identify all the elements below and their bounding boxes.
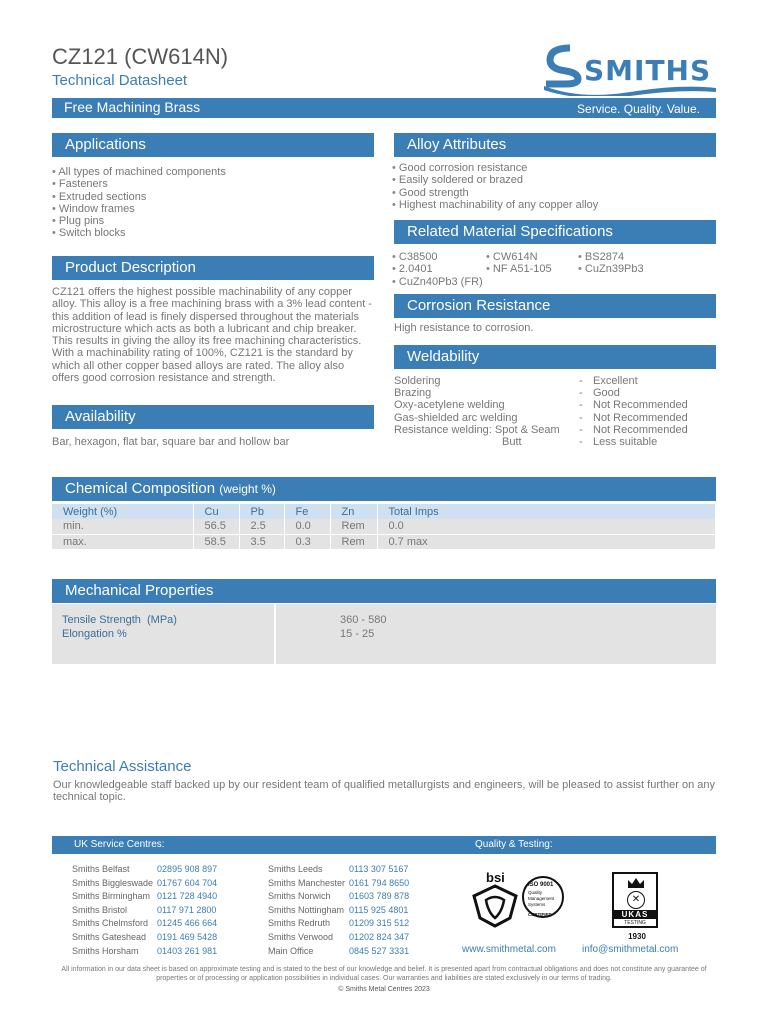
- mech-value: 15 - 25: [340, 628, 375, 640]
- weld-process: Gas-shielded arc welding: [394, 411, 518, 424]
- centre-name: Smiths Verwood: [268, 931, 334, 942]
- copyright: © Smiths Metal Centres 2023: [338, 986, 430, 993]
- weld-dash: -: [579, 411, 583, 424]
- table-cell: 56.5: [193, 519, 239, 534]
- smiths-logo-text: SMITHS: [584, 54, 712, 87]
- page-title: CZ121 (CW614N): [52, 44, 229, 69]
- table-row: [72, 917, 221, 931]
- website-link[interactable]: www.smithmetal.com: [462, 944, 556, 955]
- corrosion-heading: Corrosion Resistance: [394, 294, 716, 318]
- bsi-mark: [472, 870, 518, 928]
- weld-process: Brazing: [394, 387, 432, 400]
- table-row: [268, 904, 413, 918]
- weld-dash: -: [579, 375, 583, 387]
- table-cell: Rem: [330, 519, 377, 534]
- mech-label: Tensile Strength (MPa): [62, 614, 177, 626]
- centre-name: Smiths Belfast: [72, 864, 130, 874]
- table-row: [394, 399, 716, 411]
- table-row: [268, 863, 413, 877]
- weld-rating: Not Recommended: [593, 399, 688, 412]
- centre-phone[interactable]: 0113 307 5167: [349, 864, 409, 874]
- weld-rating: Good: [593, 387, 620, 400]
- weld-process: Soldering: [394, 375, 441, 387]
- table-row: [52, 519, 716, 534]
- product-description-heading: Product Description: [52, 256, 374, 280]
- weld-rating: Less suitable: [593, 436, 658, 449]
- table-row: [394, 412, 716, 424]
- table-cell: 58.5: [193, 534, 239, 549]
- header-band: [52, 98, 716, 118]
- availability-heading: Availability: [52, 405, 374, 429]
- related-specs-heading: Related Material Specifications: [394, 220, 716, 244]
- technical-assistance-heading: Technical Assistance: [53, 758, 192, 775]
- chemical-heading-suffix: (weight %): [219, 482, 276, 496]
- list-item: • CW614N: [486, 251, 552, 263]
- alloy-attributes-list: [392, 162, 598, 211]
- kitemark-icon: [472, 884, 518, 928]
- centre-phone[interactable]: 01603 789 878: [349, 891, 410, 902]
- availability-text: Bar, hexagon, flat bar, square bar and hollow bar: [52, 436, 290, 448]
- product-description-text: CZ121 offers the highest possible machinability of any copper alloy. This alloy is a free machining brass with a 3% lead content - this addition of lead is finely dispersed throughout the materials microstructure which acts as both a lubricant and chip breaker. This results in giving the alloy its free machining characteristics. With a machinability rating of 100%, CZ121 is the standard by which all other copper based alloys are rated. The alloy also offers good corrosion resistance and strength.: [52, 286, 372, 385]
- col-header: Weight (%): [52, 504, 193, 519]
- header-band-left: Free Machining Brass: [64, 99, 201, 115]
- list-item: • Extruded sections: [52, 191, 226, 203]
- table-cell: 2.5: [239, 519, 284, 534]
- list-item: • Highest machinability of any copper alloy: [392, 199, 598, 211]
- applications-list: [52, 166, 226, 240]
- centre-name: Smiths Leeds: [268, 864, 323, 874]
- list-item: • CuZn40Pb3 (FR): [392, 276, 483, 288]
- table-row: [268, 917, 413, 931]
- ukas-text: UKAS: [614, 910, 656, 919]
- list-item: • BS2874: [578, 251, 644, 263]
- smiths-logo: [540, 42, 718, 96]
- centre-phone[interactable]: 01245 466 664: [157, 918, 218, 929]
- table-cell: 0.0: [377, 519, 716, 534]
- list-item: • Fasteners: [52, 178, 226, 190]
- list-item: • Switch blocks: [52, 227, 226, 239]
- chemical-heading: [52, 477, 716, 501]
- table-row: [268, 877, 413, 891]
- table-row: [72, 890, 221, 904]
- centre-phone[interactable]: 0121 728 4940: [157, 891, 218, 902]
- list-item: • CuZn39Pb3: [578, 263, 644, 275]
- table-row: [268, 945, 413, 959]
- bsi-iso-badge: [470, 870, 592, 930]
- centre-name: Smiths Horsham: [72, 945, 139, 956]
- centre-phone[interactable]: 02895 908 897: [157, 864, 218, 874]
- table-row: [72, 904, 221, 918]
- table-header-row: [52, 504, 716, 519]
- quality-testing-label: Quality & Testing:: [475, 839, 553, 850]
- table-cell: 3.5: [239, 534, 284, 549]
- table-row: [72, 931, 221, 945]
- service-centres-left: [72, 863, 221, 958]
- ukas-box: [612, 872, 658, 928]
- iso-line: Management: [528, 896, 555, 901]
- col-header: Cu: [193, 504, 239, 519]
- table-cell: min.: [52, 519, 193, 534]
- centre-phone[interactable]: 0845 527 3331: [349, 945, 410, 956]
- centre-phone[interactable]: 01209 315 512: [349, 918, 410, 929]
- header-band-right: Service. Quality. Value.: [577, 102, 700, 116]
- col-header: Zn: [330, 504, 377, 519]
- list-item: • NF A51-105: [486, 263, 552, 275]
- bsi-text: bsi: [486, 870, 505, 885]
- disclaimer: All information in our data sheet is based on approximate testing and is stated to the best of our knowledge and belief. It is presented apart from contractual obligations and does not constitute any guarantee of properties or of processing or application possibilities in individual cases. Our warranties and liabilities are stated exclusively in our terms of trading.: [61, 966, 707, 982]
- list-item: • 2.0401: [392, 263, 483, 275]
- table-row: [394, 375, 716, 387]
- centre-name: Smiths Norwich: [268, 891, 331, 902]
- centre-phone[interactable]: 01202 824 347: [349, 931, 410, 942]
- centre-name: Smiths Bristol: [72, 904, 128, 915]
- table-row: [394, 436, 716, 448]
- related-specs-col2: [486, 251, 552, 276]
- centre-name: Smiths Manchester: [268, 877, 346, 888]
- list-item: • Good strength: [392, 187, 598, 199]
- col-header: Total Imps: [377, 504, 716, 519]
- centre-name: Smiths Nottingham: [268, 904, 345, 915]
- table-row: [394, 387, 716, 399]
- weld-process: Resistance welding: Spot & Seam: [394, 423, 560, 436]
- weld-rating: Excellent: [593, 375, 638, 387]
- centre-name: Smiths Biggleswade: [72, 877, 154, 888]
- weldability-heading: Weldability: [394, 345, 716, 369]
- centre-name: Smiths Chelmsford: [72, 918, 149, 929]
- table-row: [394, 424, 716, 436]
- ukas-sub: TESTING: [624, 920, 646, 926]
- weld-dash: -: [579, 387, 583, 400]
- mech-value: 360 - 580: [340, 614, 387, 626]
- service-centres-right: [268, 863, 413, 958]
- crown-icon: [626, 876, 646, 890]
- table-cell: Rem: [330, 534, 377, 549]
- list-item: • Good corrosion resistance: [392, 162, 598, 174]
- ukas-badge: [610, 872, 660, 942]
- uk-centres-label: UK Service Centres:: [74, 839, 165, 850]
- table-row: [72, 863, 221, 877]
- centre-phone[interactable]: 0161 794 8650: [349, 877, 410, 888]
- mechanical-divider: [274, 604, 276, 664]
- table-cell: 0.0: [284, 519, 330, 534]
- weld-process: Oxy-acetylene welding: [394, 399, 505, 412]
- centre-name: Smiths Gateshead: [72, 931, 147, 942]
- related-specs-col1: [392, 251, 483, 288]
- weld-dash: -: [579, 423, 583, 436]
- table-row: [52, 534, 716, 549]
- table-cell: 0.7 max: [377, 534, 716, 549]
- table-row: [72, 945, 221, 959]
- iso-title: ISO 9001: [528, 882, 554, 888]
- table-cell: 0.3: [284, 534, 330, 549]
- list-item: • Easily soldered or brazed: [392, 174, 598, 186]
- footer-band: [52, 836, 716, 854]
- centre-name: Main Office: [268, 945, 314, 956]
- ukas-number: 1930: [628, 932, 646, 941]
- related-specs-col3: [578, 251, 644, 276]
- centre-name: Smiths Redruth: [268, 918, 331, 929]
- iso-certified: CERTIFIED: [528, 912, 552, 917]
- weld-rating: Not Recommended: [593, 423, 688, 436]
- col-header: Pb: [239, 504, 284, 519]
- mechanical-heading: Mechanical Properties: [52, 579, 716, 603]
- table-row: [72, 877, 221, 891]
- technical-assistance-text: Our knowledgeable staff backed up by our resident team of qualified metallurgists and engineers, will be pleased to assist further on any technical topic.: [53, 779, 716, 804]
- centre-phone[interactable]: 01403 261 981: [157, 945, 218, 956]
- chemical-table: [52, 504, 716, 550]
- page-subtitle: Technical Datasheet: [52, 72, 188, 89]
- col-header: Fe: [284, 504, 330, 519]
- weld-dash: -: [579, 399, 583, 412]
- list-item: • Plug pins: [52, 215, 226, 227]
- iso-line: Systems: [528, 902, 546, 907]
- weld-process: Butt: [502, 436, 522, 449]
- weld-dash: -: [579, 436, 583, 449]
- iso-line: Quality: [528, 890, 543, 895]
- table-row: [268, 890, 413, 904]
- corrosion-text: High resistance to corrosion.: [394, 322, 534, 334]
- centre-name: Smiths Birmingham: [72, 891, 151, 902]
- list-item: • All types of machined components: [52, 166, 226, 178]
- centre-phone[interactable]: 0117 971 2800: [157, 904, 217, 915]
- ukas-tick-circle: ✕: [627, 891, 645, 909]
- weld-rating: Not Recommended: [593, 411, 688, 424]
- table-row: [268, 931, 413, 945]
- chemical-heading-text: Chemical Composition: [65, 480, 216, 497]
- mech-label: Elongation %: [62, 628, 127, 640]
- mechanical-table: [52, 604, 716, 664]
- list-item: • Window frames: [52, 203, 226, 215]
- email-link[interactable]: info@smithmetal.com: [582, 944, 679, 955]
- applications-heading: Applications: [52, 133, 374, 157]
- list-item: • C38500: [392, 251, 483, 263]
- alloy-attributes-heading: Alloy Attributes: [394, 133, 716, 157]
- centre-phone[interactable]: 0115 925 4801: [349, 904, 409, 915]
- weldability-table: [394, 375, 716, 448]
- centre-phone[interactable]: 0191 469 5428: [157, 931, 218, 942]
- centre-phone[interactable]: 01767 604 704: [157, 877, 218, 888]
- table-cell: max.: [52, 534, 193, 549]
